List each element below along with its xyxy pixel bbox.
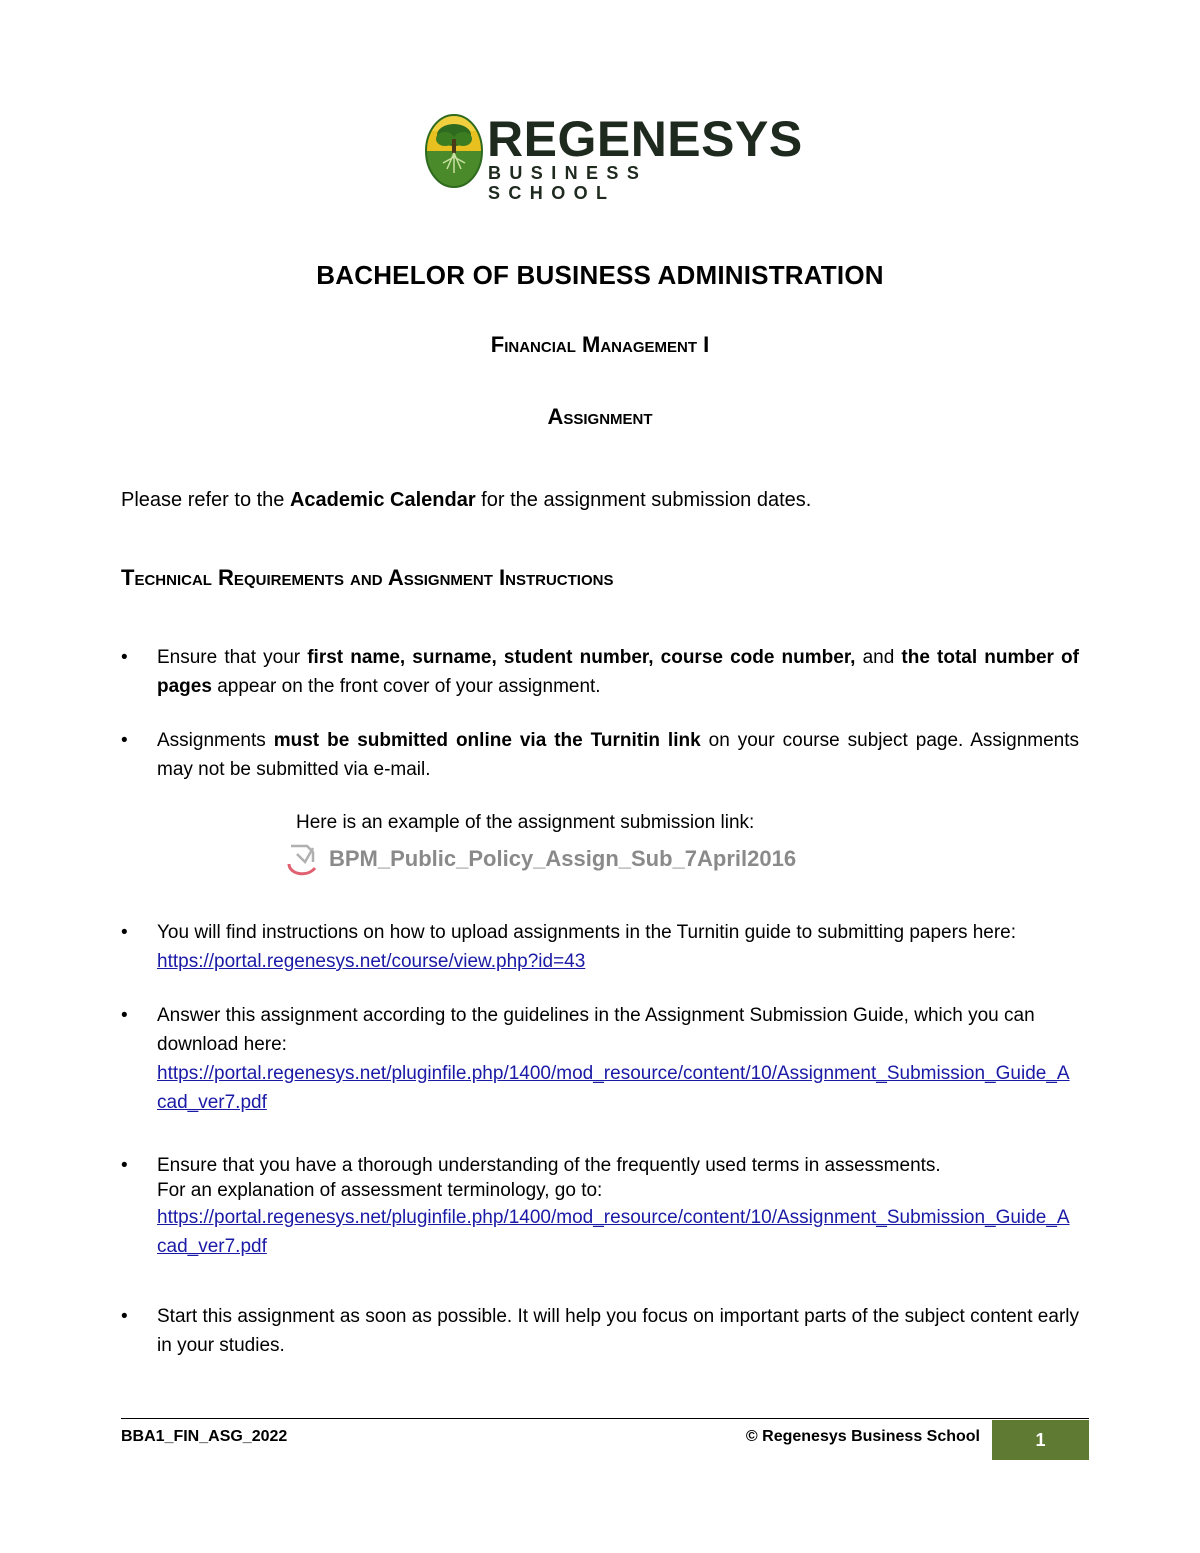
list-item-text	[157, 643, 1079, 701]
text-segment: You will find instructions on how to upload assignments in the Turnitin guide to submitting papers here:	[157, 922, 1017, 943]
intro-paragraph	[121, 486, 1081, 515]
bullet-icon: •	[121, 647, 128, 668]
logo-tagline: BUSINESS SCHOOL	[488, 163, 648, 203]
text-segment: Ensure that you have a thorough understanding of the frequently used terms in assessments.	[157, 1155, 941, 1176]
course-view-link[interactable]: https://portal.regenesys.net/course/view.php?id=43	[157, 951, 586, 972]
bullet-icon: •	[121, 1306, 128, 1327]
intro-text: Please refer to the	[121, 489, 290, 511]
assignment-heading: Assignment	[547, 404, 653, 429]
list-item-text	[157, 726, 1079, 784]
list-item-text	[157, 1001, 1079, 1117]
bullet-icon: •	[121, 730, 128, 751]
turnitin-example-link[interactable]	[283, 840, 803, 880]
document-code: BBA1_FIN_ASG_2022	[121, 1428, 288, 1445]
intro-text-end: for the assignment submission dates.	[475, 489, 812, 511]
tree-emblem-icon	[425, 113, 483, 189]
text-segment: Assignments	[157, 730, 274, 751]
page-number: 1	[992, 1420, 1089, 1460]
academic-calendar-text: Academic Calendar	[289, 489, 476, 511]
list-item-text	[157, 1153, 1079, 1261]
turnitin-icon	[283, 840, 323, 880]
list-item-text: Start this assignment as soon as possible. It will help you focus on important parts of the subject content early in your studies.	[157, 1306, 1079, 1356]
example-label: Here is an example of the assignment submission link:	[296, 812, 755, 833]
text-segment-bold: must be submitted online via the Turnitin link	[273, 730, 701, 751]
text-segment: Ensure that your	[157, 647, 308, 668]
text-segment: on your course subject page. Assignments may not be submitted via e-mail.	[157, 730, 1080, 780]
bullet-icon: •	[121, 922, 128, 943]
text-segment: For an explanation of assessment terminology, go to:	[157, 1180, 603, 1201]
footer-divider	[121, 1418, 1089, 1419]
terminology-guide-link[interactable]: https://portal.regenesys.net/pluginfile.php/1400/mod_resource/content/10/Assignment_Submission_Guide_Acad_ver7.pdf	[157, 1207, 1070, 1257]
course-title: Financial Management I	[490, 332, 710, 357]
text-segment-bold: the total number of pages	[157, 647, 1079, 697]
text-segment: appear on the front cover of your assignment.	[211, 676, 601, 697]
logo-name: REGENESYS	[487, 111, 803, 167]
text-segment: Answer this assignment according to the guidelines in the Assignment Submission Guide, which you can download here:	[157, 1005, 1035, 1055]
list-item-text	[157, 918, 1079, 976]
bullet-icon: •	[121, 1155, 128, 1176]
text-segment-bold: first name, surname, student number, course code number,	[307, 647, 856, 668]
copyright-text: © Regenesys Business School	[745, 1428, 980, 1445]
submission-guide-link[interactable]: https://portal.regenesys.net/pluginfile.php/1400/mod_resource/content/10/Assignment_Submission_Guide_Acad_ver7.pdf	[157, 1063, 1070, 1113]
section-heading: Technical Requirements and Assignment Instructions	[121, 565, 614, 590]
text-segment: and	[855, 647, 902, 668]
example-link-text: BPM_Public_Policy_Assign_Sub_7April2016	[329, 846, 797, 871]
bullet-icon: •	[121, 1005, 128, 1026]
page-title: BACHELOR OF BUSINESS ADMINISTRATION	[316, 260, 884, 290]
regenesys-logo	[425, 111, 803, 203]
